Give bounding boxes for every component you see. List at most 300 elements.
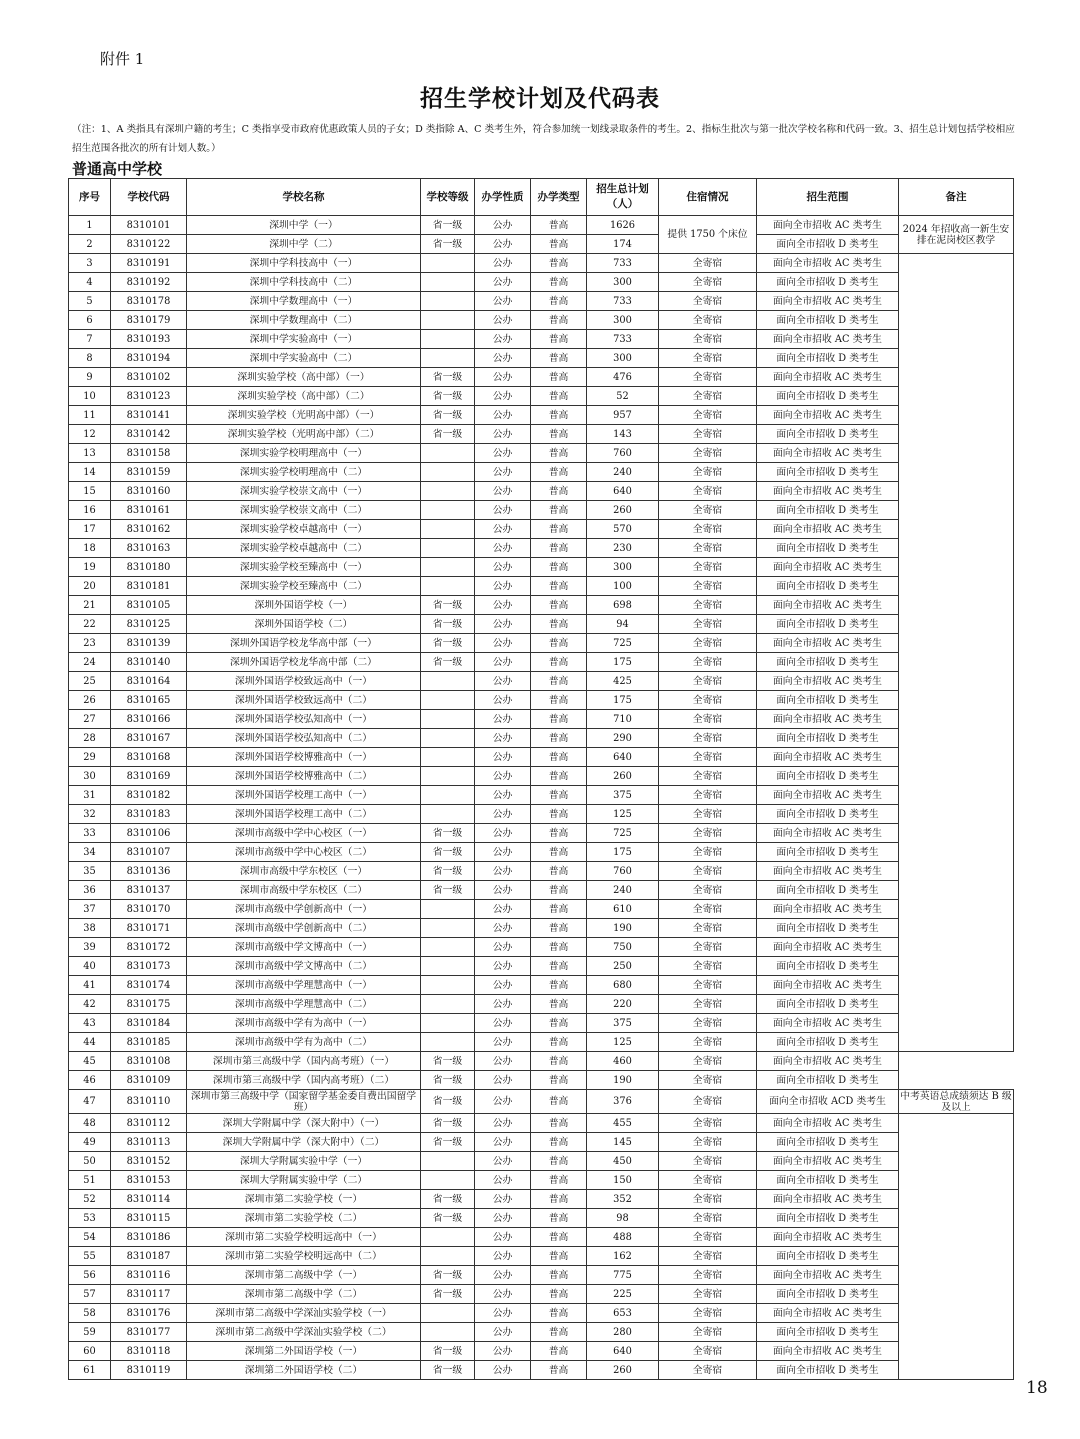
cell-type: 普高 xyxy=(531,1133,587,1152)
cell-level xyxy=(421,748,475,767)
table-row xyxy=(69,957,1014,976)
cell-nature: 公办 xyxy=(475,520,531,539)
cell-type: 普高 xyxy=(531,843,587,862)
cell-level xyxy=(421,786,475,805)
cell-seq: 58 xyxy=(69,1304,111,1323)
cell-code: 8310178 xyxy=(111,292,187,311)
table-row xyxy=(69,881,1014,900)
cell-dorm: 全寄宿 xyxy=(659,482,757,501)
table-row xyxy=(69,235,1014,254)
cell-code: 8310122 xyxy=(111,235,187,254)
cell-type: 普高 xyxy=(531,824,587,843)
cell-seq: 13 xyxy=(69,444,111,463)
cell-dorm: 全寄宿 xyxy=(659,463,757,482)
table-row xyxy=(69,1266,1014,1285)
cell-level xyxy=(421,444,475,463)
cell-nature: 公办 xyxy=(475,881,531,900)
cell-code: 8310177 xyxy=(111,1323,187,1342)
table-row xyxy=(69,862,1014,881)
cell-dorm: 全寄宿 xyxy=(659,1361,757,1380)
cell-nature: 公办 xyxy=(475,653,531,672)
cell-dorm: 全寄宿 xyxy=(659,1228,757,1247)
cell-type: 普高 xyxy=(531,1247,587,1266)
cell-type: 普高 xyxy=(531,1052,587,1071)
table-row xyxy=(69,1014,1014,1033)
cell-nature: 公办 xyxy=(475,748,531,767)
table-row xyxy=(69,1304,1014,1323)
table-row xyxy=(69,805,1014,824)
cell-total-plan: 125 xyxy=(587,805,659,824)
header-scope: 招生范围 xyxy=(757,179,899,216)
cell-scope: 面向全市招收 D 类考生 xyxy=(757,995,899,1014)
table-row xyxy=(69,216,1014,235)
cell-nature: 公办 xyxy=(475,387,531,406)
table-row xyxy=(69,710,1014,729)
cell-total-plan: 162 xyxy=(587,1247,659,1266)
cell-code: 8310141 xyxy=(111,406,187,425)
cell-code: 8310191 xyxy=(111,254,187,273)
cell-scope: 面向全市招收 D 类考生 xyxy=(757,843,899,862)
table-row xyxy=(69,1033,1014,1052)
cell-scope: 面向全市招收 AC 类考生 xyxy=(757,976,899,995)
cell-nature: 公办 xyxy=(475,482,531,501)
cell-school-name: 深圳中学（二） xyxy=(187,235,421,254)
table-row xyxy=(69,1247,1014,1266)
cell-scope: 面向全市招收 AC 类考生 xyxy=(757,1266,899,1285)
cell-total-plan: 175 xyxy=(587,843,659,862)
table-header-row xyxy=(69,179,1014,216)
cell-school-name: 深圳实验学校卓越高中（二） xyxy=(187,539,421,558)
header-nature: 办学性质 xyxy=(475,179,531,216)
cell-total-plan: 174 xyxy=(587,235,659,254)
cell-nature: 公办 xyxy=(475,501,531,520)
cell-seq: 56 xyxy=(69,1266,111,1285)
cell-dorm: 全寄宿 xyxy=(659,938,757,957)
cell-dorm: 全寄宿 xyxy=(659,1190,757,1209)
cell-type: 普高 xyxy=(531,805,587,824)
cell-total-plan: 100 xyxy=(587,577,659,596)
cell-total-plan: 570 xyxy=(587,520,659,539)
cell-type: 普高 xyxy=(531,1033,587,1052)
cell-type: 普高 xyxy=(531,1090,587,1114)
cell-seq: 50 xyxy=(69,1152,111,1171)
cell-type: 普高 xyxy=(531,995,587,1014)
table-row xyxy=(69,463,1014,482)
cell-level xyxy=(421,330,475,349)
cell-nature: 公办 xyxy=(475,919,531,938)
cell-school-name: 深圳实验学校卓越高中（一） xyxy=(187,520,421,539)
cell-nature: 公办 xyxy=(475,596,531,615)
cell-code: 8310159 xyxy=(111,463,187,482)
cell-code: 8310101 xyxy=(111,216,187,235)
cell-nature: 公办 xyxy=(475,1247,531,1266)
cell-total-plan: 280 xyxy=(587,1323,659,1342)
cell-school-name: 深圳实验学校明理高中（二） xyxy=(187,463,421,482)
cell-total-plan: 145 xyxy=(587,1133,659,1152)
cell-level: 省一级 xyxy=(421,634,475,653)
cell-level xyxy=(421,558,475,577)
cell-seq: 35 xyxy=(69,862,111,881)
cell-level: 省一级 xyxy=(421,387,475,406)
table-row xyxy=(69,1090,1014,1114)
cell-seq: 15 xyxy=(69,482,111,501)
cell-scope: 面向全市招收 ACD 类考生 xyxy=(757,1090,899,1114)
cell-seq: 20 xyxy=(69,577,111,596)
table-row xyxy=(69,368,1014,387)
cell-dorm: 全寄宿 xyxy=(659,710,757,729)
cell-code: 8310163 xyxy=(111,539,187,558)
cell-nature: 公办 xyxy=(475,216,531,235)
table-row xyxy=(69,1190,1014,1209)
cell-school-name: 深圳外国语学校弘知高中（一） xyxy=(187,710,421,729)
cell-scope: 面向全市招收 D 类考生 xyxy=(757,577,899,596)
cell-level xyxy=(421,539,475,558)
cell-total-plan: 94 xyxy=(587,615,659,634)
cell-nature: 公办 xyxy=(475,1152,531,1171)
cell-school-name: 深圳实验学校明理高中（一） xyxy=(187,444,421,463)
page-number: 18 xyxy=(1026,1378,1048,1398)
cell-code: 8310118 xyxy=(111,1342,187,1361)
table-row xyxy=(69,634,1014,653)
cell-total-plan: 733 xyxy=(587,292,659,311)
cell-total-plan: 460 xyxy=(587,1052,659,1071)
cell-code: 8310166 xyxy=(111,710,187,729)
cell-level: 省一级 xyxy=(421,1071,475,1090)
cell-scope: 面向全市招收 AC 类考生 xyxy=(757,710,899,729)
cell-school-name: 深圳实验学校（高中部）（一） xyxy=(187,368,421,387)
cell-level: 省一级 xyxy=(421,1090,475,1114)
cell-level: 省一级 xyxy=(421,1361,475,1380)
cell-scope: 面向全市招收 AC 类考生 xyxy=(757,558,899,577)
cell-code: 8310153 xyxy=(111,1171,187,1190)
cell-total-plan: 698 xyxy=(587,596,659,615)
cell-dorm: 全寄宿 xyxy=(659,900,757,919)
cell-dorm: 全寄宿 xyxy=(659,1247,757,1266)
cell-scope: 面向全市招收 AC 类考生 xyxy=(757,406,899,425)
cell-level: 省一级 xyxy=(421,216,475,235)
cell-nature: 公办 xyxy=(475,292,531,311)
table-row xyxy=(69,577,1014,596)
cell-seq: 61 xyxy=(69,1361,111,1380)
cell-school-name: 深圳中学实验高中（一） xyxy=(187,330,421,349)
cell-code: 8310192 xyxy=(111,273,187,292)
table-row xyxy=(69,843,1014,862)
cell-nature: 公办 xyxy=(475,1190,531,1209)
cell-total-plan: 300 xyxy=(587,558,659,577)
cell-type: 普高 xyxy=(531,501,587,520)
cell-dorm: 全寄宿 xyxy=(659,1171,757,1190)
cell-seq: 36 xyxy=(69,881,111,900)
table-row xyxy=(69,1285,1014,1304)
cell-type: 普高 xyxy=(531,976,587,995)
cell-level xyxy=(421,691,475,710)
cell-level: 省一级 xyxy=(421,235,475,254)
cell-code: 8310179 xyxy=(111,311,187,330)
cell-scope: 面向全市招收 AC 类考生 xyxy=(757,938,899,957)
cell-seq: 11 xyxy=(69,406,111,425)
cell-total-plan: 488 xyxy=(587,1228,659,1247)
cell-remark xyxy=(899,254,1014,1052)
cell-nature: 公办 xyxy=(475,710,531,729)
cell-scope: 面向全市招收 D 类考生 xyxy=(757,1323,899,1342)
cell-type: 普高 xyxy=(531,558,587,577)
cell-scope: 面向全市招收 AC 类考生 xyxy=(757,1052,899,1071)
cell-level: 省一级 xyxy=(421,406,475,425)
cell-nature: 公办 xyxy=(475,1052,531,1071)
cell-total-plan: 653 xyxy=(587,1304,659,1323)
cell-school-name: 深圳外国语学校（一） xyxy=(187,596,421,615)
cell-seq: 28 xyxy=(69,729,111,748)
cell-school-name: 深圳外国语学校龙华高中部（二） xyxy=(187,653,421,672)
cell-scope: 面向全市招收 D 类考生 xyxy=(757,1209,899,1228)
cell-seq: 23 xyxy=(69,634,111,653)
cell-seq: 19 xyxy=(69,558,111,577)
cell-level: 省一级 xyxy=(421,1052,475,1071)
cell-school-name: 深圳市高级中学理慧高中（一） xyxy=(187,976,421,995)
cell-type: 普高 xyxy=(531,596,587,615)
cell-type: 普高 xyxy=(531,463,587,482)
cell-type: 普高 xyxy=(531,1190,587,1209)
cell-school-name: 深圳外国语学校致远高中（二） xyxy=(187,691,421,710)
cell-school-name: 深圳外国语学校（二） xyxy=(187,615,421,634)
cell-type: 普高 xyxy=(531,653,587,672)
cell-code: 8310139 xyxy=(111,634,187,653)
cell-code: 8310182 xyxy=(111,786,187,805)
cell-scope: 面向全市招收 AC 类考生 xyxy=(757,1190,899,1209)
cell-scope: 面向全市招收 AC 类考生 xyxy=(757,1152,899,1171)
cell-seq: 47 xyxy=(69,1090,111,1114)
cell-scope: 面向全市招收 AC 类考生 xyxy=(757,254,899,273)
header-dorm: 住宿情况 xyxy=(659,179,757,216)
cell-nature: 公办 xyxy=(475,1323,531,1342)
cell-total-plan: 760 xyxy=(587,862,659,881)
table-row xyxy=(69,767,1014,786)
cell-nature: 公办 xyxy=(475,824,531,843)
cell-scope: 面向全市招收 D 类考生 xyxy=(757,425,899,444)
cell-level xyxy=(421,710,475,729)
cell-code: 8310140 xyxy=(111,653,187,672)
cell-school-name: 深圳中学科技高中（二） xyxy=(187,273,421,292)
cell-scope: 面向全市招收 AC 类考生 xyxy=(757,330,899,349)
cell-scope: 面向全市招收 D 类考生 xyxy=(757,767,899,786)
cell-scope: 面向全市招收 D 类考生 xyxy=(757,1071,899,1090)
cell-school-name: 深圳市高级中学有为高中（一） xyxy=(187,1014,421,1033)
cell-nature: 公办 xyxy=(475,1014,531,1033)
cell-school-name: 深圳大学附属实验中学（二） xyxy=(187,1171,421,1190)
table-row xyxy=(69,330,1014,349)
cell-school-name: 深圳外国语学校博雅高中（一） xyxy=(187,748,421,767)
cell-level xyxy=(421,1304,475,1323)
cell-scope: 面向全市招收 AC 类考生 xyxy=(757,672,899,691)
cell-total-plan: 775 xyxy=(587,1266,659,1285)
cell-nature: 公办 xyxy=(475,729,531,748)
cell-scope: 面向全市招收 D 类考生 xyxy=(757,805,899,824)
cell-level: 省一级 xyxy=(421,1190,475,1209)
table-row xyxy=(69,919,1014,938)
cell-seq: 54 xyxy=(69,1228,111,1247)
cell-code: 8310158 xyxy=(111,444,187,463)
cell-code: 8310137 xyxy=(111,881,187,900)
cell-code: 8310172 xyxy=(111,938,187,957)
cell-level xyxy=(421,767,475,786)
cell-dorm: 全寄宿 xyxy=(659,995,757,1014)
cell-seq: 51 xyxy=(69,1171,111,1190)
cell-nature: 公办 xyxy=(475,1171,531,1190)
cell-dorm: 全寄宿 xyxy=(659,881,757,900)
cell-type: 普高 xyxy=(531,881,587,900)
cell-type: 普高 xyxy=(531,425,587,444)
cell-total-plan: 150 xyxy=(587,1171,659,1190)
cell-level xyxy=(421,577,475,596)
cell-nature: 公办 xyxy=(475,368,531,387)
cell-code: 8310173 xyxy=(111,957,187,976)
cell-dorm-merged: 提供 1750 个床位 xyxy=(659,216,757,254)
cell-dorm: 全寄宿 xyxy=(659,1133,757,1152)
cell-seq: 4 xyxy=(69,273,111,292)
cell-total-plan: 300 xyxy=(587,273,659,292)
cell-total-plan: 300 xyxy=(587,349,659,368)
cell-dorm: 全寄宿 xyxy=(659,1209,757,1228)
table-row xyxy=(69,938,1014,957)
cell-nature: 公办 xyxy=(475,900,531,919)
cell-code: 8310123 xyxy=(111,387,187,406)
cell-school-name: 深圳大学附属中学（深大附中）（一） xyxy=(187,1114,421,1133)
cell-seq: 16 xyxy=(69,501,111,520)
cell-type: 普高 xyxy=(531,938,587,957)
cell-dorm: 全寄宿 xyxy=(659,406,757,425)
cell-total-plan: 640 xyxy=(587,748,659,767)
cell-nature: 公办 xyxy=(475,1285,531,1304)
cell-school-name: 深圳实验学校崇文高中（一） xyxy=(187,482,421,501)
cell-seq: 25 xyxy=(69,672,111,691)
cell-nature: 公办 xyxy=(475,805,531,824)
table-row xyxy=(69,1114,1014,1133)
cell-scope: 面向全市招收 D 类考生 xyxy=(757,691,899,710)
cell-level xyxy=(421,1152,475,1171)
cell-code: 8310181 xyxy=(111,577,187,596)
cell-dorm: 全寄宿 xyxy=(659,425,757,444)
cell-level xyxy=(421,995,475,1014)
cell-type: 普高 xyxy=(531,254,587,273)
cell-school-name: 深圳中学数理高中（一） xyxy=(187,292,421,311)
cell-school-name: 深圳市高级中学中心校区（一） xyxy=(187,824,421,843)
cell-total-plan: 175 xyxy=(587,653,659,672)
table-row xyxy=(69,273,1014,292)
cell-nature: 公办 xyxy=(475,406,531,425)
cell-total-plan: 225 xyxy=(587,1285,659,1304)
cell-level: 省一级 xyxy=(421,1133,475,1152)
cell-nature: 公办 xyxy=(475,1133,531,1152)
cell-school-name: 深圳实验学校至臻高中（一） xyxy=(187,558,421,577)
table-row xyxy=(69,748,1014,767)
cell-type: 普高 xyxy=(531,235,587,254)
cell-code: 8310112 xyxy=(111,1114,187,1133)
cell-dorm: 全寄宿 xyxy=(659,273,757,292)
cell-remark xyxy=(899,1114,1014,1380)
cell-seq: 27 xyxy=(69,710,111,729)
cell-type: 普高 xyxy=(531,368,587,387)
cell-nature: 公办 xyxy=(475,957,531,976)
table-row xyxy=(69,292,1014,311)
cell-school-name: 深圳市第三高级中学（国内高考班）（二） xyxy=(187,1071,421,1090)
cell-total-plan: 376 xyxy=(587,1090,659,1114)
cell-school-name: 深圳外国语学校博雅高中（二） xyxy=(187,767,421,786)
cell-school-name: 深圳外国语学校龙华高中部（一） xyxy=(187,634,421,653)
table-row xyxy=(69,1052,1014,1071)
table-row xyxy=(69,653,1014,672)
cell-scope: 面向全市招收 D 类考生 xyxy=(757,957,899,976)
cell-code: 8310110 xyxy=(111,1090,187,1114)
cell-dorm: 全寄宿 xyxy=(659,862,757,881)
cell-total-plan: 375 xyxy=(587,786,659,805)
table-row xyxy=(69,1323,1014,1342)
cell-scope: 面向全市招收 AC 类考生 xyxy=(757,596,899,615)
cell-type: 普高 xyxy=(531,710,587,729)
cell-school-name: 深圳市第三高级中学（国家留学基金委自费出国留学班） xyxy=(187,1090,421,1114)
cell-scope: 面向全市招收 AC 类考生 xyxy=(757,1014,899,1033)
cell-type: 普高 xyxy=(531,539,587,558)
cell-scope: 面向全市招收 D 类考生 xyxy=(757,729,899,748)
cell-type: 普高 xyxy=(531,349,587,368)
cell-scope: 面向全市招收 D 类考生 xyxy=(757,349,899,368)
cell-code: 8310164 xyxy=(111,672,187,691)
cell-code: 8310167 xyxy=(111,729,187,748)
cell-dorm: 全寄宿 xyxy=(659,1033,757,1052)
cell-school-name: 深圳市高级中学有为高中（二） xyxy=(187,1033,421,1052)
cell-code: 8310102 xyxy=(111,368,187,387)
cell-seq: 24 xyxy=(69,653,111,672)
cell-scope: 面向全市招收 AC 类考生 xyxy=(757,634,899,653)
cell-dorm: 全寄宿 xyxy=(659,1052,757,1071)
cell-type: 普高 xyxy=(531,273,587,292)
cell-code: 8310165 xyxy=(111,691,187,710)
header-seq: 序号 xyxy=(69,179,111,216)
cell-nature: 公办 xyxy=(475,843,531,862)
cell-school-name: 深圳市第三高级中学（国内高考班）（一） xyxy=(187,1052,421,1071)
cell-dorm: 全寄宿 xyxy=(659,558,757,577)
cell-code: 8310183 xyxy=(111,805,187,824)
cell-school-name: 深圳中学科技高中（一） xyxy=(187,254,421,273)
cell-level xyxy=(421,254,475,273)
table-row xyxy=(69,1133,1014,1152)
cell-scope: 面向全市招收 D 类考生 xyxy=(757,311,899,330)
table-row xyxy=(69,615,1014,634)
cell-seq: 48 xyxy=(69,1114,111,1133)
cell-seq: 44 xyxy=(69,1033,111,1052)
cell-remark-merged: 2024 年招收高一新生安排在泥岗校区教学 xyxy=(899,216,1014,254)
cell-school-name: 深圳市第二高级中学深汕实验学校（一） xyxy=(187,1304,421,1323)
cell-dorm: 全寄宿 xyxy=(659,501,757,520)
cell-nature: 公办 xyxy=(475,235,531,254)
cell-code: 8310115 xyxy=(111,1209,187,1228)
cell-dorm: 全寄宿 xyxy=(659,824,757,843)
cell-school-name: 深圳外国语学校理工高中（二） xyxy=(187,805,421,824)
cell-seq: 39 xyxy=(69,938,111,957)
cell-level xyxy=(421,501,475,520)
cell-dorm: 全寄宿 xyxy=(659,577,757,596)
cell-code: 8310171 xyxy=(111,919,187,938)
cell-total-plan: 290 xyxy=(587,729,659,748)
cell-level xyxy=(421,520,475,539)
cell-dorm: 全寄宿 xyxy=(659,311,757,330)
header-remark: 备注 xyxy=(899,179,1014,216)
cell-level xyxy=(421,900,475,919)
cell-nature: 公办 xyxy=(475,1090,531,1114)
cell-seq: 60 xyxy=(69,1342,111,1361)
table-row xyxy=(69,596,1014,615)
cell-dorm: 全寄宿 xyxy=(659,691,757,710)
cell-level xyxy=(421,976,475,995)
